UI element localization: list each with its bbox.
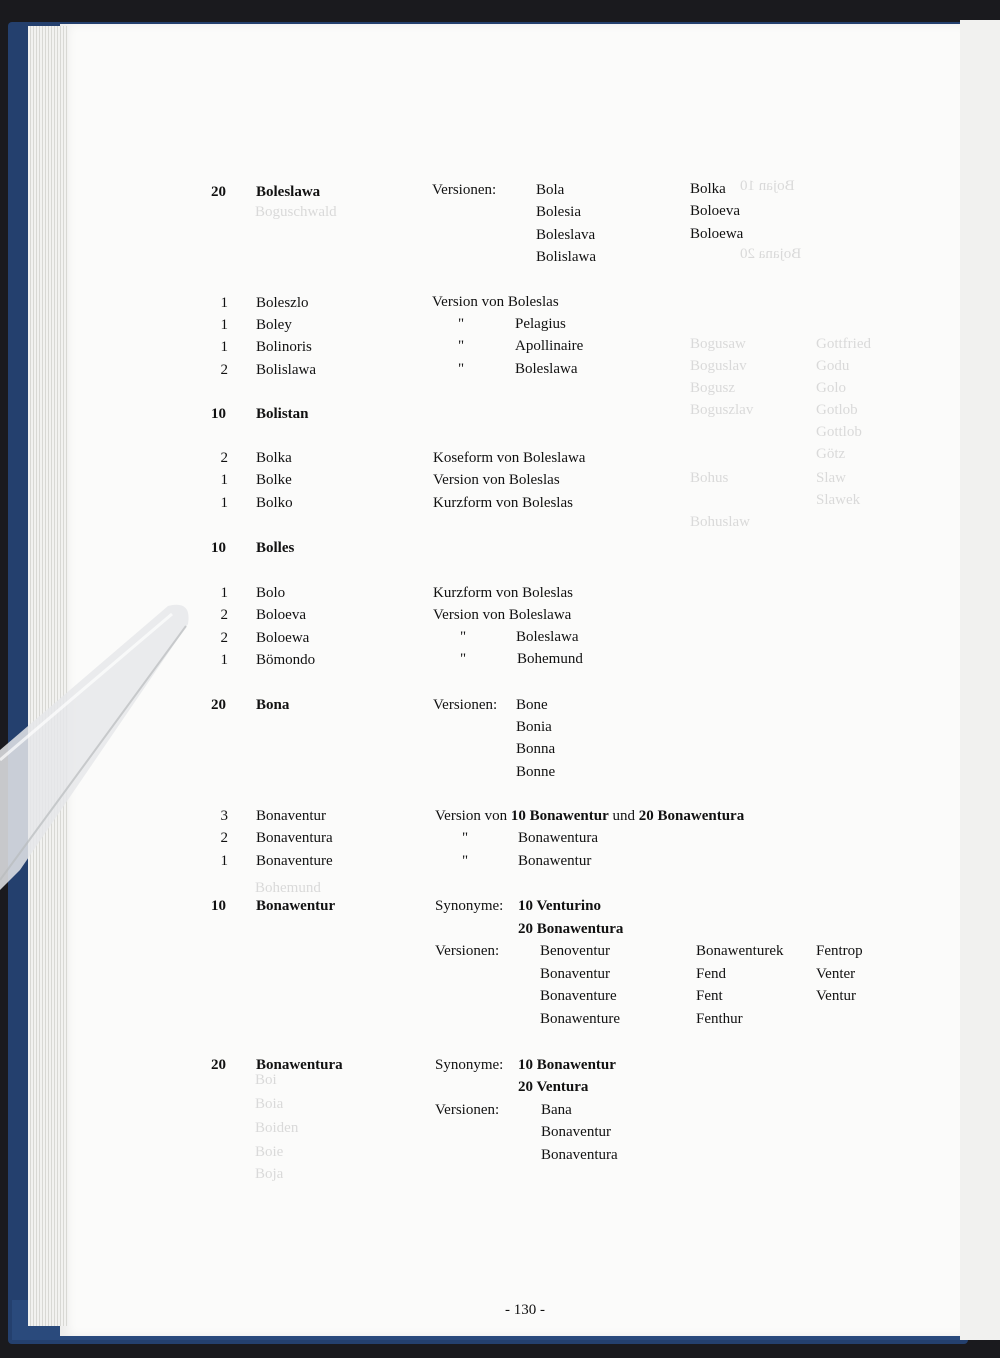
- page: [60, 24, 960, 1336]
- entry-name: Bona: [256, 697, 290, 713]
- synonym-item: 10 Venturino: [518, 898, 601, 914]
- version-item: Venter: [816, 966, 856, 982]
- entry-name: Bolke: [256, 472, 292, 488]
- entry-ref: Boleslawa: [516, 629, 579, 645]
- entry-name: Bolles: [256, 540, 295, 556]
- entry-count: 20: [211, 697, 226, 713]
- entry-count: 2: [220, 830, 228, 846]
- entry-name: Bolka: [256, 450, 292, 466]
- version-item: Bolesia: [536, 204, 581, 220]
- entry-count: 2: [220, 362, 228, 378]
- version-item: Bonaventura: [541, 1147, 618, 1163]
- version-item: Bolka: [690, 181, 726, 197]
- book-photo: Bojan 10 Boguschwald Bojana 20 Bogusaw Gottfried Boguslav Godu Bogusz Golo Boguszlav Gotlob Gottlob Götz Bohus Slaw Slawek Bohuslaw Bohemund Boi Boia Boiden Boie Boja 20 Boleslawa Versionen: Bola Bolesia Boleslava Bolislawa Bolka Boloeva Boloewa 1 Boleszlo Version von Boleslas 1 Boley " Pelagius 1 Bolinoris " Apollinaire 2 Bolislawa " Boleslawa 10 Bolistan 2 Bolka Koseform von Boleslawa 1 Bolke Version von Boleslas 1 Bolko Kurzform von Boleslas 10 Bolles 1 Bolo Kurzform von Boleslas 2 Boloeva Version von Boleslawa 2 Boloewa " Boleslawa 1 Bömondo " Bohemund 20 Bona Versionen: Bone Bonia Bonna Bonne 3 Bonaventur Version von 10 Bonawentur und 20 Bonawentura 2 Bonaventura " Bonawentura 1 Bonaventure " Bonawentur 10 Bonawentur Synonyme: 10 Venturino 20 Bonawentura Versionen: Benoventur Bonaventur Bonaventure Bonawenture Bonawenturek Fend Fent Fenthur Fentrop Venter Ventur 20 Bonawentura Synonyme: 10 Bonawentur 20 Ventura Versionen: Bana Bonaventur Bonaventura - 130 -: [0, 0, 1000, 1358]
- entry-name: Boleszlo: [256, 295, 309, 311]
- version-item: Fenthur: [696, 1011, 743, 1027]
- version-item: Bonne: [516, 764, 556, 780]
- entry-count: 10: [211, 406, 226, 422]
- entry-count: 1: [220, 495, 228, 511]
- version-item: Bonawenturek: [696, 943, 784, 959]
- version-item: Bonaventure: [540, 988, 617, 1004]
- synonyme-label: Synonyme:: [435, 898, 504, 914]
- ditto-mark: ": [460, 629, 467, 645]
- entry-label: Versionen:: [433, 697, 498, 713]
- entry-count: 1: [220, 585, 228, 601]
- version-item: Benoventur: [540, 943, 610, 959]
- entry-name: Boley: [256, 317, 292, 333]
- version-item: Bola: [536, 182, 565, 198]
- entry-name: Boloewa: [256, 630, 310, 646]
- entry-name: Bonaventure: [256, 853, 333, 869]
- ditto-mark: ": [458, 338, 465, 354]
- entry-name: Bolislawa: [256, 362, 316, 378]
- entry-ref: Bohemund: [517, 651, 583, 667]
- entry-ref: Bonawentur: [518, 853, 592, 869]
- entry-name: Bolistan: [256, 406, 309, 422]
- entry-name: Bonaventura: [256, 830, 333, 846]
- note-ref-2: 20 Bonawentura: [638, 808, 745, 824]
- version-item: Ventur: [816, 988, 856, 1004]
- entry-note: [435, 807, 744, 825]
- entry-count: 10: [211, 540, 226, 556]
- version-item: Bolislawa: [536, 249, 596, 265]
- entry-count: 2: [220, 607, 228, 623]
- ditto-mark: ": [462, 853, 469, 869]
- version-item: Bone: [516, 697, 548, 713]
- versionen-label: Versionen:: [435, 1102, 500, 1118]
- entry-name: Bolko: [256, 495, 293, 511]
- entry-note: Version von Boleslawa: [433, 607, 572, 623]
- version-item: Boleslava: [536, 227, 596, 243]
- entry-count: 3: [220, 808, 228, 824]
- version-item: Boloeva: [690, 203, 740, 219]
- entry-count: 1: [220, 472, 228, 488]
- synonym-item: 10 Bonawentur: [518, 1057, 616, 1073]
- version-item: Bonawenture: [540, 1011, 620, 1027]
- entry-count: 1: [220, 317, 228, 333]
- entry-count: 1: [220, 652, 228, 668]
- note-prefix: Version von: [435, 808, 508, 824]
- entry-ref: Apollinaire: [515, 338, 584, 354]
- synonym-item: 20 Ventura: [518, 1079, 589, 1095]
- version-item: Fend: [696, 966, 726, 982]
- ditto-mark: ": [458, 361, 465, 377]
- entry-note: Kurzform von Boleslas: [433, 585, 573, 601]
- entry-note: Koseform von Boleslawa: [433, 450, 586, 466]
- entry-name: Bonaventur: [256, 808, 326, 824]
- entry-count: 20: [211, 1057, 226, 1073]
- version-item: Bonna: [516, 741, 556, 757]
- version-item: Bonaventur: [540, 966, 610, 982]
- entry-name: Bolo: [256, 585, 286, 601]
- entry-note: Version von Boleslas: [432, 294, 559, 310]
- version-item: Boloewa: [690, 226, 744, 242]
- version-item: Fentrop: [816, 943, 863, 959]
- entry-count: 2: [220, 630, 228, 646]
- entry-count: 10: [211, 898, 226, 914]
- facing-page-edge: [960, 20, 1000, 1340]
- version-item: Bonaventur: [541, 1124, 611, 1140]
- version-item: Fent: [696, 988, 723, 1004]
- entry-name: Bonawentura: [256, 1057, 343, 1073]
- version-item: Bana: [541, 1102, 572, 1118]
- entry-name: Boloeva: [256, 607, 306, 623]
- page-number: - 130 -: [505, 1302, 545, 1318]
- note-conjunction: und: [612, 808, 636, 824]
- entry-name: Bolinoris: [256, 339, 312, 355]
- entry-count: 1: [220, 339, 228, 355]
- ditto-mark: ": [462, 830, 469, 846]
- entry-ref: Boleslawa: [515, 361, 578, 377]
- synonym-item: 20 Bonawentura: [518, 921, 624, 937]
- entry-name: Bonawentur: [256, 898, 336, 914]
- entry-ref: Pelagius: [515, 316, 566, 332]
- entry-note: Kurzform von Boleslas: [433, 495, 573, 511]
- entry-ref: Bonawentura: [518, 830, 598, 846]
- entry-name: Bömondo: [256, 652, 316, 668]
- entry-note: Version von Boleslas: [433, 472, 560, 488]
- entry-name: Boleslawa: [256, 184, 321, 200]
- page-edges: [28, 26, 68, 1326]
- entry-count: 1: [220, 853, 228, 869]
- ditto-mark: ": [458, 316, 465, 332]
- entry-count: 1: [220, 295, 228, 311]
- entry-label: Versionen:: [432, 182, 497, 198]
- note-ref-1: 10 Bonawentur: [510, 808, 609, 824]
- entry-count: 2: [220, 450, 228, 466]
- version-item: Bonia: [516, 719, 552, 735]
- ditto-mark: ": [460, 651, 467, 667]
- entry-count: 20: [211, 184, 226, 200]
- synonyme-label: Synonyme:: [435, 1057, 504, 1073]
- versionen-label: Versionen:: [435, 943, 500, 959]
